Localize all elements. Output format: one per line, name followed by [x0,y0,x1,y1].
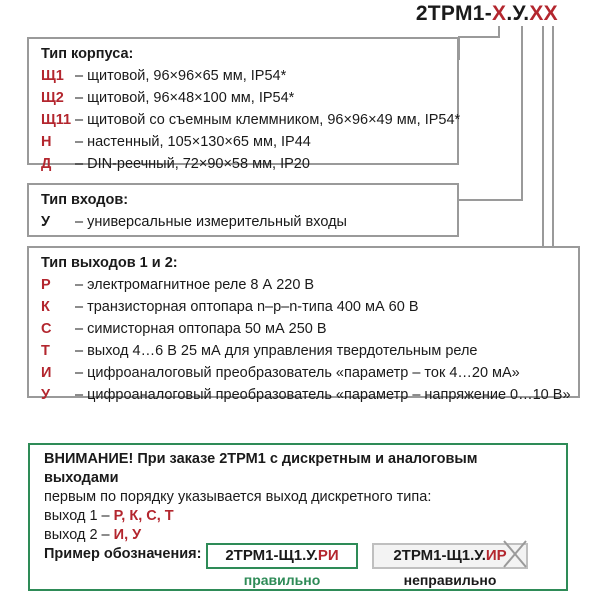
list-item [41,274,566,296]
notice-heading: ВНИМАНИЕ! При заказе 2ТРМ1 с дискретным и аналоговым [44,451,478,467]
output-type-title: Тип выходов 1 и 2: [41,255,178,271]
correct-caption: правильно [243,572,321,588]
connector-inputs [459,26,522,200]
attention-notice [28,443,568,591]
correct-prefix: 2ТРМ1-Щ1.У. [225,547,318,564]
item-code: Щ11 [41,112,72,128]
correct-suffix: РИ [317,547,339,564]
item-code: К [41,299,50,315]
item-desc: – электромагнитное реле 8 А 220 В [75,277,315,293]
code-housing-segment: Х [492,2,507,25]
code-output-segment: ХХ [529,2,558,25]
item-desc: – универсальные измерительный входы [75,214,347,230]
item-code: У [41,387,51,403]
list-item [41,211,445,233]
item-desc: – щитовой, 96×96×65 мм, IP54* [75,68,287,84]
output-type-box [27,246,580,403]
code-dot: . [506,2,513,25]
notice-output-1 [44,507,552,526]
item-desc: – цифроаналоговый преобразователь «параметр – ток 4…20 мА» [75,365,520,381]
housing-type-box [27,37,461,172]
list-item [41,131,445,153]
list-item [41,296,566,318]
cross-out-icon [500,537,530,571]
input-type-box [27,183,459,237]
item-desc: – симисторная оптопара 50 мА 250 В [75,321,327,337]
list-item [41,109,461,131]
correct-example [206,543,358,569]
list-item [41,340,566,362]
notice-text: первым по порядку указывается выход дискретного типа: [44,489,432,505]
housing-type-title: Тип корпуса: [41,46,134,62]
example-label: Пример обозначения: [44,546,202,562]
item-desc: – щитовой со съемным клеммником, 96×96×49 мм, IP54* [75,112,461,128]
code-dot: . [523,2,530,25]
output-1-codes: Р, К, С, Т [113,508,174,524]
output-2-label: выход 2 – [44,527,114,543]
list-item [41,318,566,340]
item-code: Щ1 [41,68,64,84]
output-2-codes: И, У [113,527,142,543]
incorrect-caption: неправильно [403,572,497,588]
list-item [41,362,566,384]
list-item [41,87,445,109]
item-desc: – транзисторная оптопара n–p–n-типа 400 мА 60 В [75,299,419,315]
code-input-segment: У [512,2,524,25]
item-desc: – настенный, 105×130×65 мм, IP44 [75,134,311,150]
output-1-label: выход 1 – [44,508,114,524]
list-item [41,153,445,175]
incorrect-prefix: 2ТРМ1-Щ1.У. [393,547,486,564]
item-code: И [41,365,52,381]
item-code: У [41,214,51,230]
incorrect-suffix: ИР [485,547,507,564]
code-prefix: 2ТРМ1- [415,2,493,25]
item-desc: – цифроаналоговый преобразователь «параметр – напряжение 0…10 В» [75,387,571,403]
example-row [44,545,201,564]
item-desc: – щитовой, 96×48×100 мм, IP54* [75,90,295,106]
notice-heading-cont: выходами [44,470,119,486]
list-item [41,384,571,406]
item-code: Д [41,156,52,172]
item-code: Р [41,277,51,293]
input-type-title: Тип входов: [41,192,129,208]
item-desc: – выход 4…6 В 25 мА для управления твердотельным реле [75,343,478,359]
item-code: Н [41,134,52,150]
list-item [41,65,445,87]
item-code: Т [41,343,50,359]
connector-housing [459,26,499,60]
item-code: Щ2 [41,90,64,106]
item-code: С [41,321,52,337]
item-desc: – DIN-реечный, 72×90×58 мм, IP20 [75,156,310,172]
